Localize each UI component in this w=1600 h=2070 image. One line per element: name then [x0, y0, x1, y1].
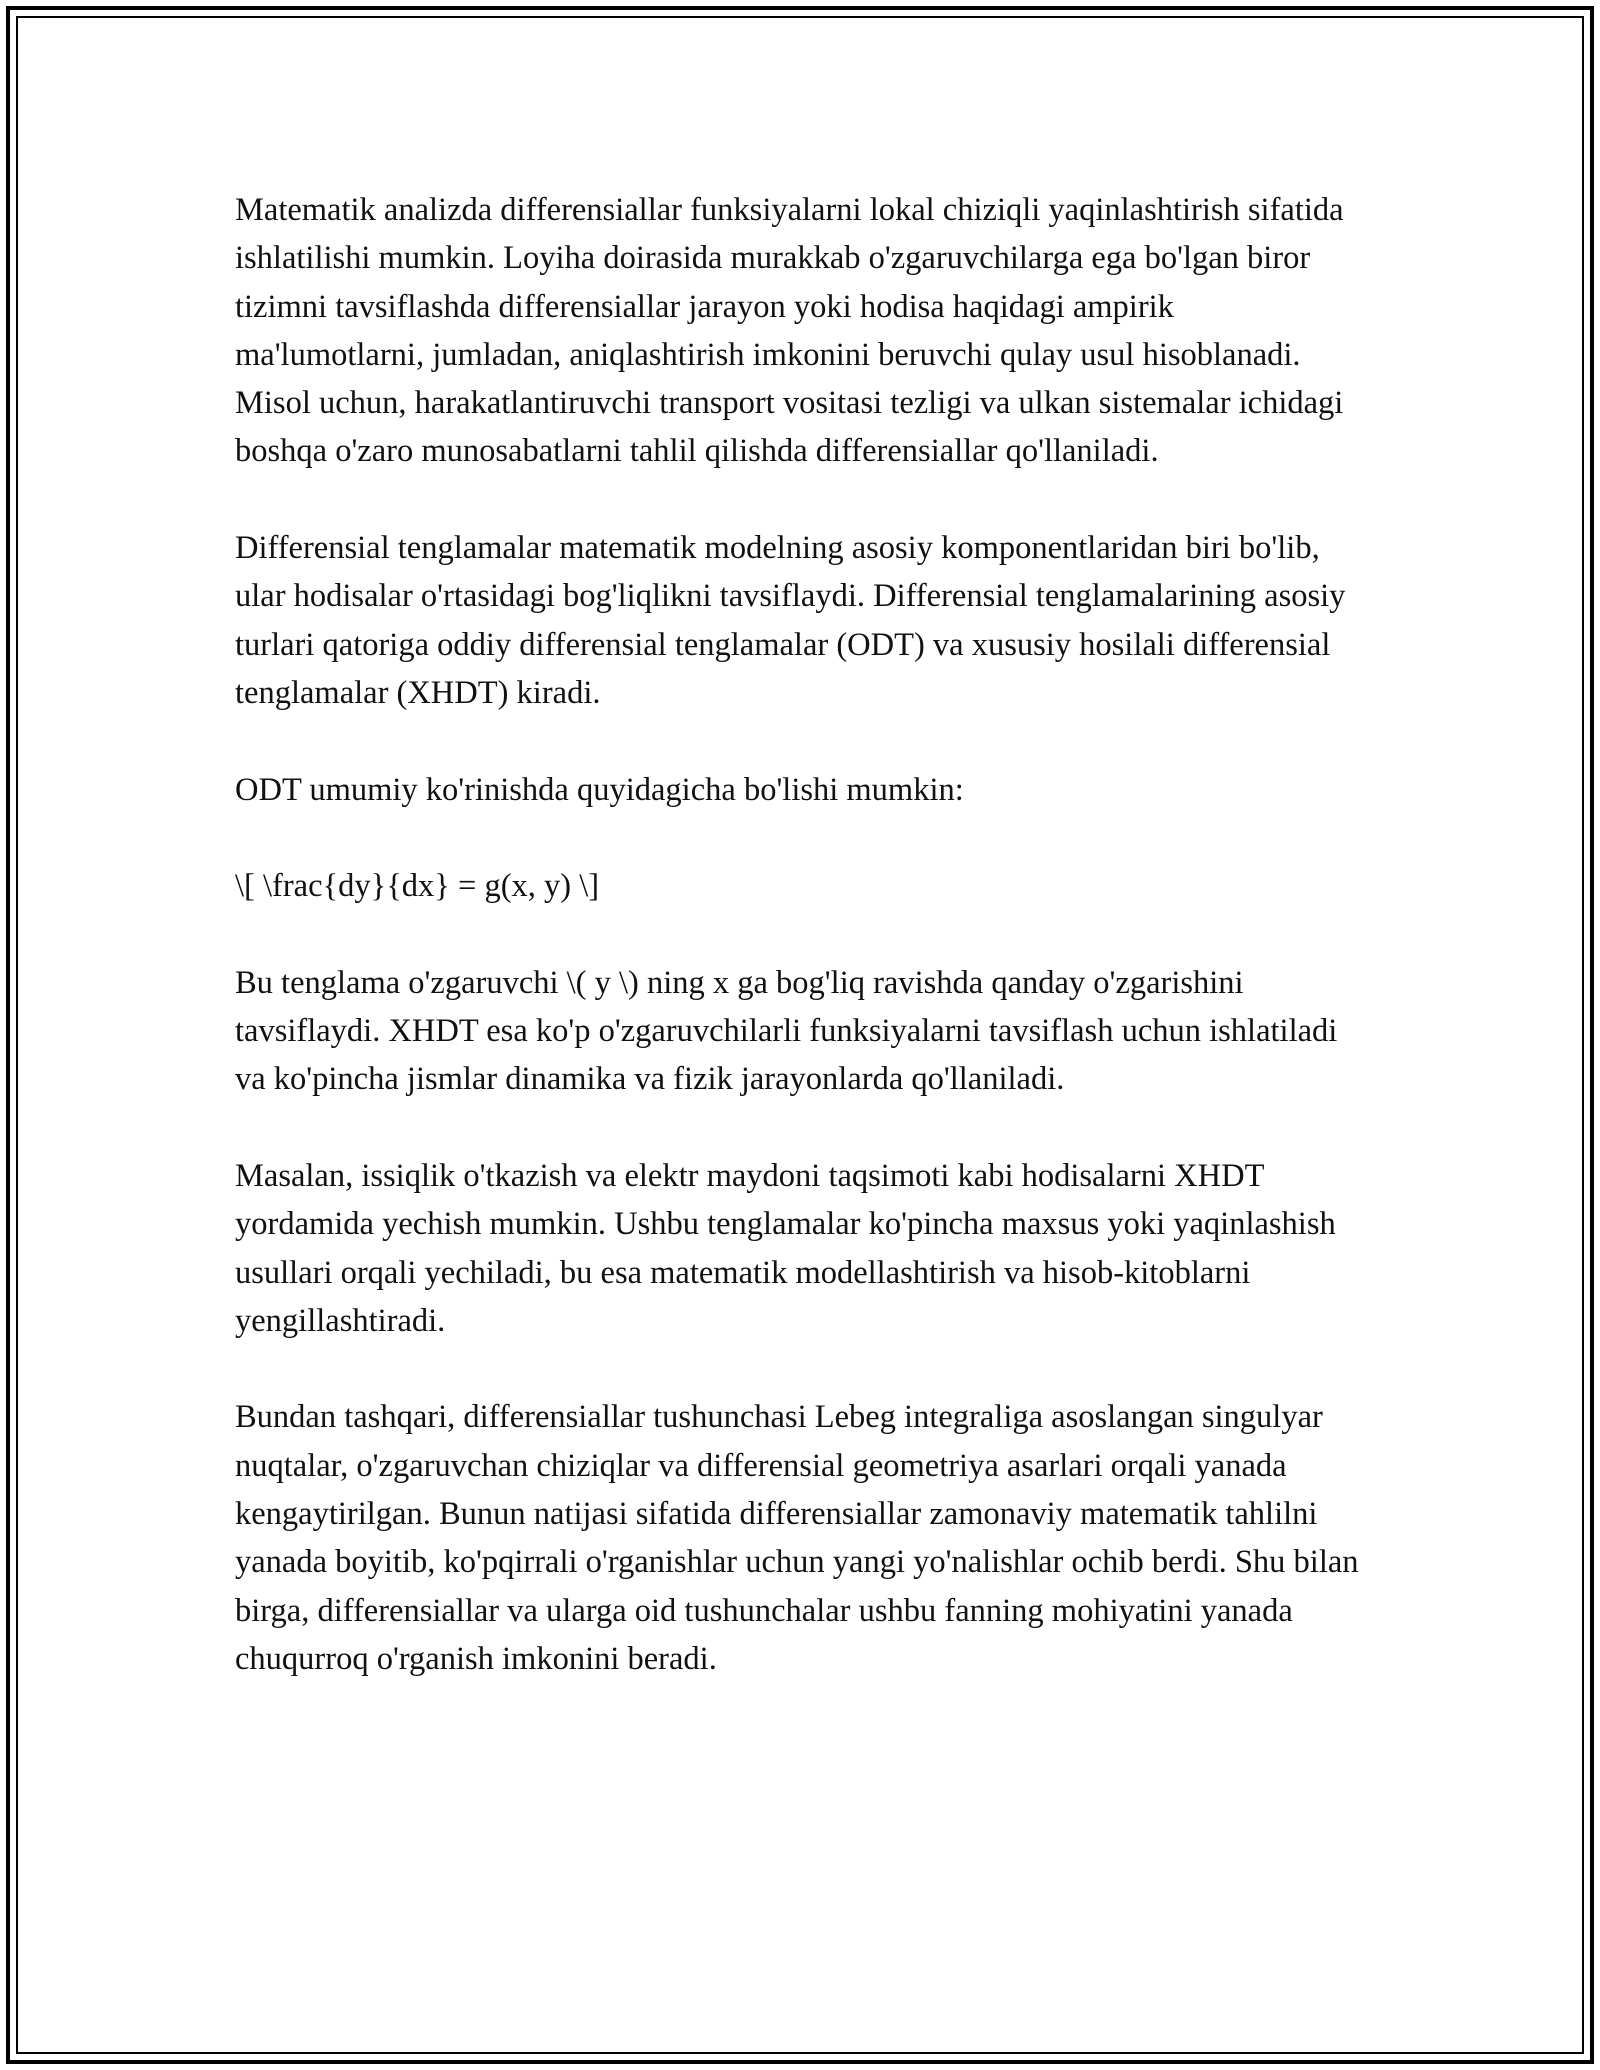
paragraph-differentials-intro: Matematik analizda differensiallar funksiyalarni lokal chiziqli yaqinlashtirish sifatida ishlatilishi mumkin. Loyiha doirasida murakkab o'zgaruvchilarga ega bo'lgan biror tizimni tavsiflashda differensiallar jarayon yoki hodisa haqidagi ampirik ma'lumotlarni, jumladan, aniqlashtirish imkonini beruvchi qulay usul hisoblanadi. Misol uchun, harakatlantiruvchi transport vositasi tezligi va ulkan sistemalar ichidagi boshqa o'zaro munosabatlarni tahlil qilishda differensiallar qo'llaniladi.: [235, 192, 1344, 470]
equation-odt: \[ \frac{dy}{dx} = g(x, y) \]: [235, 868, 600, 905]
paragraph-xhdt-examples: Masalan, issiqlik o'tkazish va elektr maydoni taqsimoti kabi hodisalarni XHDT yordamida yechish mumkin. Ushbu tenglamalar ko'pincha maxsus yoki yaqinlashish usullari orqali yechiladi, bu esa matematik modellashtirish va hisob-kitoblarni yengillashtiradi.: [235, 1157, 1336, 1339]
paragraph-odt-form: ODT umumiy ko'rinishda quyidagicha bo'lishi mumkin:: [235, 771, 964, 808]
paragraph-conclusion: Bundan tashqari, differensiallar tushunchasi Lebeg integraliga asoslangan singulyar nuqtalar, o'zgaruvchan chiziqlar va differensial geometriya asarlari orqali yanada kengaytirilgan. Bunun natijasi sifatida differensiallar zamonaviy matematik tahlilni yanada boyitib, ko'pqirrali o'rganishlar uchun yangi yo'nalishlar ochib berdi. Shu bilan birga, differensiallar va ularga oid tushunchalar ushbu fanning mohiyatini yanada chuqurroq o'rganish imkonini beradi.: [235, 1399, 1359, 1677]
paragraph-differential-equations: Differensial tenglamalar matematik modelning asosiy komponentlaridan biri bo'lib, ular hodisalar o'rtasidagi bog'liqlikni tavsiflaydi. Differensial tenglamalarining asosiy turlari qatoriga oddiy differensial tenglamalar (ODT) va xususiy hosilali differensial tenglamalar (XHDT) kiradi.: [235, 530, 1346, 711]
document-body: [235, 186, 1370, 1732]
paragraph-equation-description: Bu tenglama o'zgaruvchi \( y \) ning x ga bog'liq ravishda qanday o'zgarishini tavsiflaydi. XHDT esa ko'p o'zgaruvchilarli funksiyalarni tavsiflash uchun ishlatiladi va ko'pincha jismlar dinamika va fizik jarayonlarda qo'llaniladi.: [235, 964, 1338, 1098]
